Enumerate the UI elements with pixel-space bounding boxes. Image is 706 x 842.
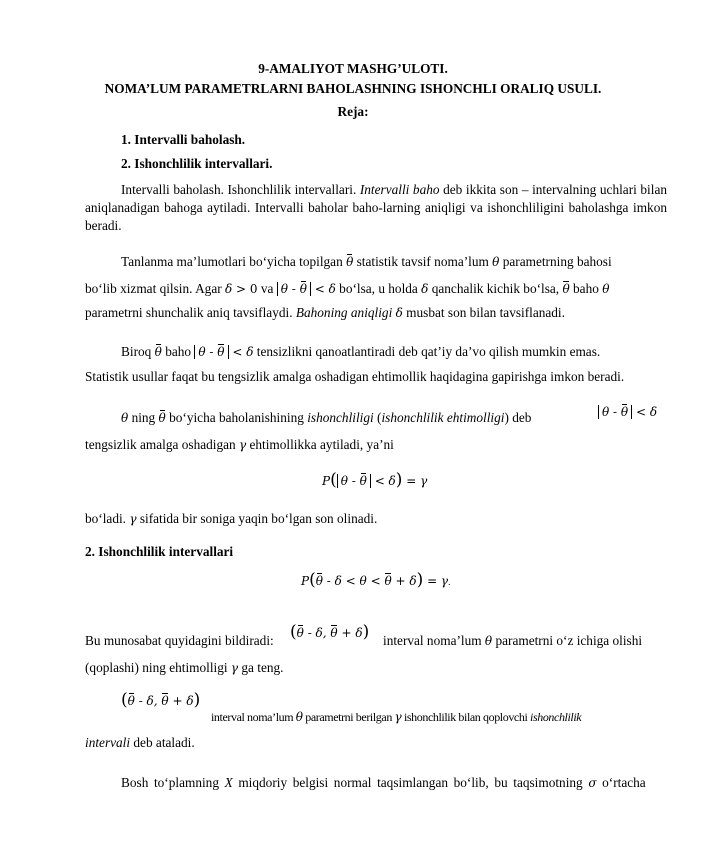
para5-line: bo‘ladi. γ sifatida bir soniga yaqin bo‘lgan son olinadi. xyxy=(85,511,378,526)
para3-line1: Biroq θ baho θ - θ < δ tensizlikni qanoatlantiradi deb qat’iy da’vo qilish mumkin emas. xyxy=(121,344,601,359)
plan-item-2: 2. Ishonchlilik intervallari. xyxy=(121,156,273,171)
para4-line1: θ ning θ bo‘yicha baholanishining ishonchliligi (ishonchlilik ehtimolligi) deb xyxy=(121,410,532,425)
para4-line2: tengsizlik amalga oshadigan γ ehtimollikka aytiladi, ya’ni xyxy=(85,437,394,452)
paragraph-intervalli-baholash: Intervalli baholash. Ishonchlilik intervallari. Intervalli baho deb ikkita son – intervalning uchlari bilan aniqlanadigan bahogа aytiladi. Intervalli baholar baho-larning aniqligi va ishonchliligini baholashga imkon beradi. xyxy=(85,182,667,233)
para4-inequality: θ - θ < δ xyxy=(598,404,657,420)
para6-line1-rest: interval noma’lum θ parametrni o‘z ichiga olishi xyxy=(383,633,643,648)
formula-interval-probability: P(θ - δ < θ < θ + δ) = γ. xyxy=(301,570,451,590)
para2-line2: bo‘lib xizmat qilsin. Agar δ > 0 va θ - θ < δ bo‘lsa, u holda δ qanchalik kichik bo‘lsa, θ baho θ xyxy=(85,281,610,296)
title-line-2: NOMA’LUM PARAMETRLARNI BAHOLASHNING ISHONCHLI ORALIQ USULI. xyxy=(104,81,602,96)
plan-item-1: 1. Intervalli baholash. xyxy=(121,132,246,147)
plan-label: Reja: xyxy=(337,104,369,119)
para6-line1: Bu munosabat quyidagini bildiradi: xyxy=(85,633,274,648)
para2-line3: parametrni shunchalik aniq tavsiflaydi. Bahoning aniqligi δ musbat son bilan tavsiflanadi. xyxy=(85,305,565,320)
para8-line1: Bosh to‘plamning X miqdoriy belgisi normal taqsimlangan bo‘lib, bu taqsimotning σ o‘rtacha xyxy=(121,775,646,790)
para7-line1: interval noma’lum θ parametrni berilgan γ ishonchlilik bilan qoplovchi ishonchlilik xyxy=(211,710,582,724)
para6-line2: (qoplashi) ning ehtimolligi γ ga teng. xyxy=(85,660,284,675)
formula-probability: P( θ - θ < δ) = γ xyxy=(322,470,428,490)
title-line-1: 9-AMALIYOT MASHG’ULOTI. xyxy=(258,61,448,76)
para3-line2: Statistik usullar faqat bu tengsizlik amalga oshadigan ehtimollik haqidagina gapirishga imkon beradi. xyxy=(85,369,625,384)
section-2-heading: 2. Ishonchlilik intervallari xyxy=(85,544,234,559)
para7-line2: intervali deb ataladi. xyxy=(85,735,195,750)
para6-interval: (θ - δ, θ + δ) xyxy=(290,622,370,642)
para2-line1: Tanlanma ma’lumotlari bo‘yicha topilgan θ statistik tavsif noma’lum θ parametrning bahosi xyxy=(121,254,612,269)
para7-interval: (θ - δ, θ + δ) xyxy=(121,690,201,710)
